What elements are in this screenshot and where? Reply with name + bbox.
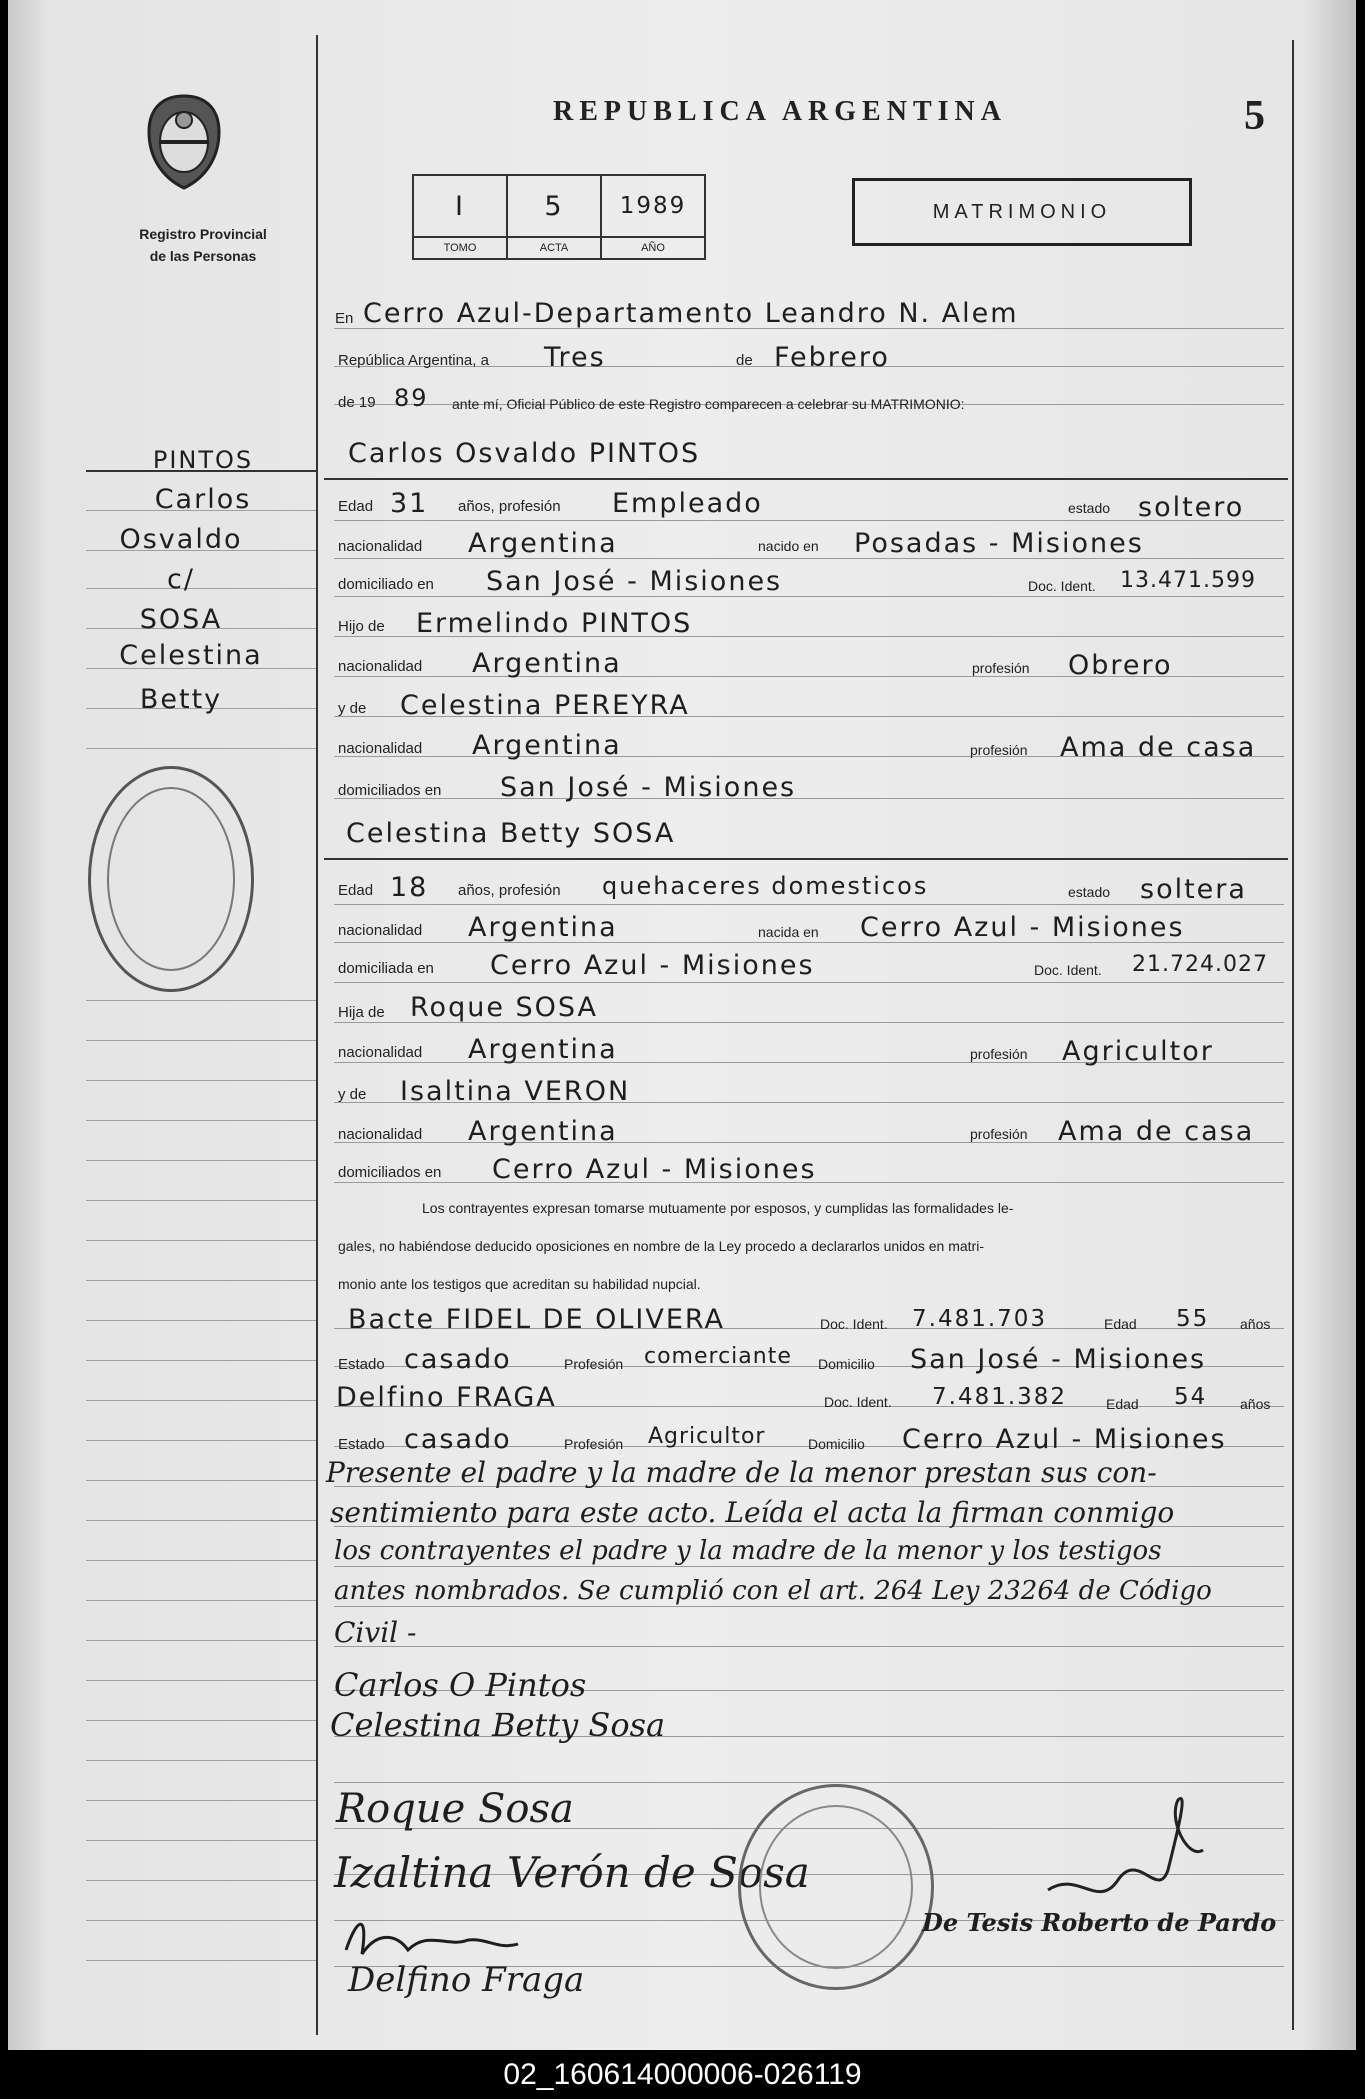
- witness2-doc-label: Doc. Ident.: [824, 1394, 892, 1410]
- place-value: Cerro Azul-Departamento Leandro N. Alem: [363, 298, 1019, 329]
- bride-hija-label: Hija de: [338, 1004, 385, 1021]
- notes-line: antes nombrados. Se cumplió con el art. 264 Ley 23264 de Código: [334, 1576, 1212, 1606]
- tomo-label: TOMO: [413, 237, 507, 259]
- acta-label: ACTA: [507, 237, 601, 259]
- groom-mother: Celestina PEREYRA: [400, 690, 690, 721]
- witness2-status: casado: [404, 1424, 512, 1455]
- margin-rule: [86, 1760, 316, 1761]
- margin-rule: [86, 1920, 316, 1921]
- witness1-doc-label: Doc. Ident.: [820, 1316, 888, 1332]
- margin-note-line: Carlos: [154, 484, 252, 515]
- form-rule: [334, 1646, 1284, 1647]
- form-rule: [334, 1606, 1284, 1607]
- groom-parents-domicile: San José - Misiones: [500, 772, 797, 803]
- witness2-age: 54: [1174, 1384, 1208, 1410]
- margin-rule: [86, 1880, 316, 1881]
- margin-rule: [86, 1080, 316, 1081]
- document-page: [8, 0, 1356, 2050]
- margin-rule: [86, 1800, 316, 1801]
- witness1-profession: comerciante: [644, 1344, 792, 1369]
- margin-rule: [86, 1280, 316, 1281]
- groom-nacido-label: nacido en: [758, 538, 819, 554]
- bride-father: Roque SOSA: [410, 992, 599, 1023]
- form-rule: [334, 596, 1284, 597]
- witness1-edad-label: Edad: [1104, 1316, 1137, 1332]
- witness1-doc: 7.481.703: [912, 1306, 1048, 1332]
- groom-yde-label: y de: [338, 700, 367, 717]
- form-rule: [334, 1566, 1284, 1567]
- bride-mother: Isaltina VERON: [400, 1076, 631, 1107]
- month-value: Febrero: [774, 342, 890, 373]
- bride-father-profession: Agricultor: [1062, 1036, 1214, 1067]
- signature-bride: Celestina Betty Sosa: [330, 1706, 666, 1744]
- groom-full-name: Carlos Osvaldo PINTOS: [348, 438, 701, 469]
- bride-birthplace: Cerro Azul - Misiones: [860, 912, 1185, 943]
- bride-edad-label: Edad: [338, 882, 374, 899]
- legal-text-line: gales, no habiéndose deducido oposiciones en nombre de la Ley procedo a declararlos unidos en matri-: [338, 1238, 984, 1254]
- margin-rule: [86, 1120, 316, 1121]
- witness2-edad-label: Edad: [1106, 1396, 1139, 1412]
- right-border: [1292, 40, 1294, 2030]
- margin-rule: [86, 1560, 316, 1561]
- witness1-profesion-label: Profesión: [564, 1356, 624, 1372]
- bride-profession: quehaceres domesticos: [602, 872, 929, 900]
- ano-value: 1989: [601, 175, 705, 237]
- margin-note-line: Betty: [139, 684, 223, 715]
- bride-mother-profession: Ama de casa: [1058, 1116, 1255, 1147]
- witness1-domicile: San José - Misiones: [910, 1344, 1207, 1375]
- notes-line: Presente el padre y la madre de la menor prestan sus con-: [326, 1456, 1157, 1489]
- form-rule: [334, 1782, 1284, 1783]
- groom-nacionalidad-label: nacionalidad: [338, 538, 423, 555]
- margin-rule: [86, 1960, 316, 1961]
- bride-mother-nationality: Argentina: [468, 1116, 618, 1147]
- tomo-value: I: [413, 175, 507, 237]
- margin-rule: [86, 1000, 316, 1001]
- witness1-estado-label: Estado: [338, 1356, 385, 1373]
- official-name-stamp: De Tesis Roberto de Pardo: [922, 1908, 1277, 1937]
- margin-rule: [86, 1520, 316, 1521]
- margin-rule: [86, 1320, 316, 1321]
- bride-nacida-label: nacida en: [758, 924, 819, 940]
- groom-father-nationality: Argentina: [472, 648, 622, 679]
- section-divider: [324, 858, 1288, 860]
- witness1-age: 55: [1176, 1306, 1210, 1332]
- witness2-doc: 7.481.382: [932, 1384, 1068, 1410]
- section-divider: [324, 478, 1288, 480]
- notes-line: Civil -: [334, 1616, 417, 1649]
- groom-domiciliado-label: domiciliado en: [338, 576, 434, 593]
- signature-bride-father: Roque Sosa: [336, 1786, 574, 1832]
- groom-parents-domicile-label: domiciliados en: [338, 782, 442, 799]
- margin-rule: [86, 1840, 316, 1841]
- margin-rule: [86, 748, 316, 749]
- groom-father-nat-label: nacionalidad: [338, 658, 423, 675]
- margin-rule: [86, 1400, 316, 1401]
- year-value: 89: [394, 384, 429, 412]
- en-label: En: [335, 310, 354, 327]
- groom-mother-profession: Ama de casa: [1060, 732, 1257, 763]
- ano-label: AÑO: [601, 237, 705, 259]
- signature-groom: Carlos O Pintos: [334, 1666, 587, 1704]
- bride-nacionalidad-label: nacionalidad: [338, 922, 423, 939]
- signature-witness1-scribble: [338, 1910, 538, 1970]
- groom-edad-label: Edad: [338, 498, 374, 515]
- witness2-estado-label: Estado: [338, 1436, 385, 1453]
- official-seal-stamp: [738, 1784, 934, 1990]
- groom-father-profession: Obrero: [1068, 650, 1173, 681]
- margin-note-line: c/: [167, 564, 195, 595]
- bride-civil-status: soltera: [1140, 874, 1247, 905]
- bride-father-nat-label: nacionalidad: [338, 1044, 423, 1061]
- bride-parents-domicile-label: domiciliados en: [338, 1164, 442, 1181]
- page-number: 5: [1244, 93, 1265, 139]
- intro-statement: ante mí, Oficial Público de este Registro comparecen a celebrar su MATRIMONIO:: [452, 396, 965, 412]
- groom-mother-nat-label: nacionalidad: [338, 740, 423, 757]
- groom-profession: Empleado: [612, 488, 763, 519]
- margin-note-line: Celestina: [119, 640, 263, 671]
- groom-birthplace: Posadas - Misiones: [854, 528, 1144, 559]
- margin-divider: [316, 35, 318, 2035]
- form-rule: [334, 798, 1284, 799]
- witness2-domicile: Cerro Azul - Misiones: [902, 1424, 1227, 1455]
- witness2-name: Delfino FRAGA: [336, 1382, 557, 1413]
- bride-full-name: Celestina Betty SOSA: [346, 818, 676, 849]
- witness1-status: casado: [404, 1344, 512, 1375]
- record-box: [412, 174, 706, 260]
- year-prefix: de 19: [338, 394, 376, 411]
- witness2-profesion-label: Profesión: [564, 1436, 624, 1452]
- registry-name-line2: de las Personas: [149, 248, 257, 264]
- registry-name-line1: Registro Provincial: [139, 226, 267, 242]
- margin-rule: [86, 1240, 316, 1241]
- margin-rule: [86, 1600, 316, 1601]
- margin-rule: [86, 1480, 316, 1481]
- signature-witness2: Delfino Fraga: [348, 1960, 585, 2000]
- document-title: REPUBLICA ARGENTINA: [553, 96, 1007, 127]
- witness2-anos-label: años: [1240, 1396, 1271, 1412]
- bride-age: 18: [390, 872, 429, 903]
- record-type-box: MATRIMONIO: [852, 178, 1192, 246]
- margin-rule: [86, 1640, 316, 1641]
- groom-doc-label: Doc. Ident.: [1028, 578, 1096, 594]
- bride-estado-label: estado: [1068, 884, 1111, 900]
- groom-civil-status: soltero: [1138, 492, 1245, 523]
- acta-value: 5: [507, 175, 601, 237]
- groom-profesion-label: años, profesión: [458, 498, 561, 515]
- bride-father-prof-label: profesión: [970, 1046, 1028, 1062]
- groom-doc: 13.471.599: [1120, 568, 1256, 593]
- groom-estado-label: estado: [1068, 500, 1111, 516]
- bride-domiciliada-label: domiciliada en: [338, 960, 434, 977]
- groom-hijo-label: Hijo de: [338, 618, 385, 635]
- form-rule: [334, 982, 1284, 983]
- margin-note-line: SOSA: [139, 604, 223, 635]
- signature-bride-mother: Izaltina Verón de Sosa: [334, 1848, 810, 1897]
- witness2-domicilio-label: Domicilio: [808, 1436, 865, 1452]
- bride-profesion-label: años, profesión: [458, 882, 561, 899]
- bride-father-nationality: Argentina: [468, 1034, 618, 1065]
- margin-rule: [86, 1360, 316, 1361]
- groom-nationality: Argentina: [468, 528, 618, 559]
- de-label: de: [736, 352, 753, 369]
- bride-parents-domicile: Cerro Azul - Misiones: [492, 1154, 817, 1185]
- margin-rule: [86, 1440, 316, 1441]
- margin-note-line: Osvaldo: [119, 524, 243, 555]
- bride-domicile: Cerro Azul - Misiones: [490, 950, 815, 981]
- margin-note-surname: PINTOS: [152, 446, 254, 474]
- republica-label: República Argentina, a: [338, 352, 489, 369]
- day-value: Tres: [544, 342, 606, 373]
- coat-of-arms-icon: [141, 92, 227, 192]
- groom-age: 31: [390, 488, 429, 519]
- witness1-name: Bacte FIDEL DE OLIVERA: [348, 1304, 726, 1335]
- bride-yde-label: y de: [338, 1086, 367, 1103]
- witness2-profession: Agricultor: [648, 1424, 766, 1449]
- registry-seal-stamp: [88, 766, 254, 992]
- margin-rule: [86, 1680, 316, 1681]
- bride-doc: 21.724.027: [1132, 952, 1268, 977]
- margin-rule: [86, 1160, 316, 1161]
- groom-father: Ermelindo PINTOS: [416, 608, 693, 639]
- groom-mother-prof-label: profesión: [970, 742, 1028, 758]
- notes-line: sentimiento para este acto. Leída el acta la firman conmigo: [330, 1496, 1175, 1529]
- bride-mother-prof-label: profesión: [970, 1126, 1028, 1142]
- witness1-anos-label: años: [1240, 1316, 1271, 1332]
- groom-father-prof-label: profesión: [972, 660, 1030, 676]
- groom-mother-nationality: Argentina: [472, 730, 622, 761]
- bride-nationality: Argentina: [468, 912, 618, 943]
- archive-code: 02_160614000006-026119: [0, 2050, 1365, 2099]
- legal-text-line: Los contrayentes expresan tomarse mutuamente por esposos, y cumplidas las formalidades le-: [422, 1200, 1014, 1216]
- margin-rule: [86, 1720, 316, 1721]
- margin-rule: [86, 1040, 316, 1041]
- legal-text-line: monio ante los testigos que acreditan su habilidad nupcial.: [338, 1276, 701, 1292]
- margin-rule: [86, 1200, 316, 1201]
- bride-doc-label: Doc. Ident.: [1034, 962, 1102, 978]
- groom-domicile: San José - Misiones: [486, 566, 783, 597]
- witness1-domicilio-label: Domicilio: [818, 1356, 875, 1372]
- bride-mother-nat-label: nacionalidad: [338, 1126, 423, 1143]
- notes-line: los contrayentes el padre y la madre de la menor y los testigos: [334, 1536, 1162, 1566]
